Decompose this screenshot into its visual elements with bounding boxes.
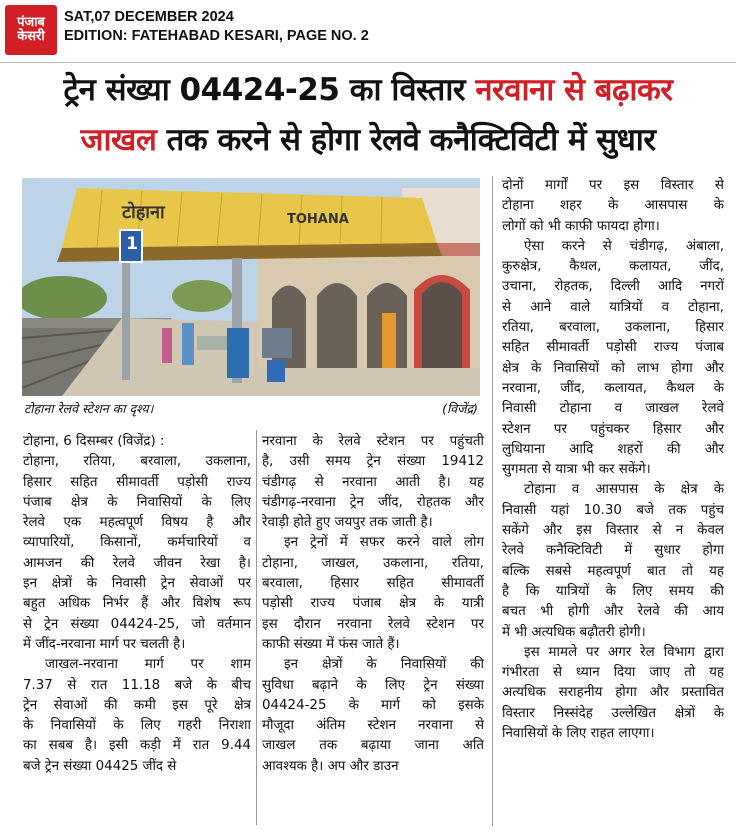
headline-line1-black: ट्रेन संख्या 04424-25 का विस्तार (63, 72, 476, 108)
article-line: बरवाला, हिसार सहित सीमावर्ती (262, 576, 484, 592)
article-line: मौजूदा अंतिम स्टेशन नरवाना से (262, 718, 484, 734)
station-sign-english: TOHANA (287, 212, 349, 227)
article-line: पड़ोसी राज्य पंजाब क्षेत्र के यात्री (262, 596, 484, 612)
punjab-kesari-logo (5, 5, 57, 55)
article-line: टोहाना व आसपास के क्षेत्र के (524, 482, 724, 498)
article-line: लोगों को भी काफी फायदा होगा। (502, 218, 660, 234)
article-line: स्टेशन पर पहुंचकर हिसार और (502, 421, 724, 437)
article-line: से ट्रेन संख्या 04424-25, जो वर्तमान (23, 616, 251, 632)
article-line: इन क्षेत्रों के निवासी ट्रेन सेवाओं पर (23, 576, 251, 592)
article-line: टोहाना, 6 दिसम्बर (विजेंद्र) : (23, 434, 165, 449)
article-line: जाखल-नरवाना मार्ग पर शाम (45, 657, 251, 673)
article-line: दोनों मार्गों पर इस विस्तार से (502, 178, 724, 193)
edition-info (64, 8, 369, 46)
logo-line2: केसरी (17, 29, 45, 44)
column-rule-1 (256, 430, 257, 825)
logo-line1: पंजाब (17, 15, 45, 31)
article-line: गंभीरता से ध्यान दिया जाए तो यह (502, 665, 724, 681)
article-column-1 (23, 432, 251, 777)
article-line: पंजाब क्षेत्र के निवासियों के लिए (23, 494, 251, 510)
headline-line1-red: नरवाना से बढ़ाकर (475, 72, 673, 108)
article-line: का सबब है। इसी कड़ी में रात 9.44 (23, 738, 251, 754)
article-line: आवश्यक है। अप और डाउन (262, 758, 399, 774)
article-line: सकेंगे और इस विस्तार से न केवल (502, 523, 724, 539)
article-line: के निवासियों के लिए गहरी निराशा (23, 718, 251, 734)
article-line: रतिया, बरवाला, उकलाना, हिसार (502, 320, 724, 336)
station-sign-hindi: टोहाना (122, 202, 165, 223)
article-line: व्यापारियों, किसानों, कर्मचारियों व (23, 535, 251, 551)
article-line: इन क्षेत्रों के निवासियों की (284, 657, 484, 673)
article-line: नरवाना, जींद, कलायत, कैथल के (502, 380, 724, 396)
article-line: ऐसा करने से चंडीगढ़, अंबाला, (524, 238, 724, 254)
article-line: चंडीगढ़ से नरवाना आती है। यह (262, 474, 484, 490)
article-line: कुरुक्षेत्र, कैथल, कलायत, जींद, (502, 259, 724, 275)
article-line: में भी अत्यधिक बढ़ौतरी होगी। (502, 624, 646, 640)
article-line: 7.37 से रात 11.18 बजे के बीच (23, 677, 251, 693)
article-column-3 (502, 176, 724, 744)
caption-text: टोहाना रेलवे स्टेशन का दृश्य। (24, 401, 154, 416)
article-line: निवासी यहां 10.30 बजे तक पहुंच (502, 502, 724, 518)
platform-number: 1 (126, 234, 138, 254)
article-line: चंडीगढ़-नरवाना ट्रेन जींद, रोहतक और (262, 494, 484, 510)
article-line: जाखल तक बढ़ाया जाना अति (262, 738, 484, 754)
photo-caption (24, 400, 480, 417)
headline-line2-red: जाखल (80, 122, 157, 158)
article-line: रेलवे कनैक्टिविटी में सुधार होगा (502, 543, 724, 559)
article-line: टोहाना शहर के आसपास के (502, 198, 724, 214)
header-divider (0, 62, 736, 63)
article-line: विस्तार निस्संदेह उल्लेखित क्षेत्रों के (502, 705, 724, 721)
article-line: लुधियाना आदि शहरों की और (502, 441, 724, 457)
article-line: टोहाना, रतिया, बरवाला, उकलाना, (23, 454, 251, 470)
headline-line2 (0, 118, 736, 160)
article-line: निवासियों के लिए राहत लाएगा। (502, 726, 655, 742)
article-line: रेवाड़ी होते हुए जयपुर तक जाती है। (262, 515, 433, 531)
article-line: क्षेत्र के निवासियों को लाभ होगा और (502, 360, 724, 376)
article-line: बल्कि सबसे महत्वपूर्ण बात तो यह (502, 563, 724, 579)
article-line: बजे ट्रेन संख्या 04425 जींद से (23, 758, 177, 774)
article-line: सहित सीमावर्ती पड़ोसी राज्य पंजाब (502, 340, 724, 356)
article-line: निवासी टोहाना व जाखल रेलवे (502, 401, 724, 417)
article-line: सुविधा बढ़ाने के लिए ट्रेन संख्या (262, 677, 484, 693)
article-line: इन ट्रेनों में सफर करने वाले लोग (284, 535, 484, 551)
article-line: आमजन की रेलवे जीवन रेखा है। (23, 555, 251, 571)
article-line: में जींद-नरवाना मार्ग पर चलती है। (23, 636, 186, 652)
headline-line2-black: तक करने से होगा रेलवे कनैक्टिविटी में सुधार (156, 122, 656, 158)
column-rule-2 (492, 176, 493, 826)
article-line: 04424-25 के मार्ग को इसके (262, 697, 484, 713)
station-photo (22, 178, 480, 396)
article-line: उचाना, रोहतक, दिल्ली आदि नगरों (502, 279, 724, 295)
article-line: से आने वाले यात्रियों व टोहाना, (502, 299, 724, 315)
date-line: SAT,07 DECEMBER 2024 (64, 9, 234, 25)
article-line: ट्रेन सेवाओं की कमी इस पूरे क्षेत्र (23, 697, 251, 713)
article-line: है कि यात्रियों के लिए समय की (502, 583, 724, 599)
article-line: बचत भी होगी और रेलवे की आय (502, 604, 724, 620)
article-line: काफी संख्या में फंस जाते हैं। (262, 636, 400, 652)
article-line: इस दौरान नरवाना रेलवे स्टेशन पर (262, 616, 484, 632)
article-line: इस मामले पर अगर रेल विभाग द्वारा (524, 644, 724, 660)
article-line: सुगमता से यात्रा भी कर सकेंगे। (502, 462, 651, 478)
photo-credit: (विजेंद्र) (442, 401, 478, 416)
article-line: हिसार सहित सीमावर्ती पड़ोसी राज्य (23, 474, 251, 490)
edition-line: EDITION: FATEHABAD KESARI, PAGE NO. 2 (64, 28, 369, 44)
article-line: रेलवे एक महत्वपूर्ण विषय है और (23, 515, 251, 531)
article-line: टोहाना, जाखल, उकलाना, रतिया, (262, 555, 484, 571)
article-line: है, उसी समय ट्रेन संख्या 19412 (262, 454, 484, 470)
article-column-2 (262, 432, 484, 777)
article-line: नरवाना के रेलवे स्टेशन पर पहुंचती (262, 434, 484, 449)
station-illustration (22, 178, 480, 396)
article-line: बहुत अधिक निर्भर हैं और विशेष रूप (23, 596, 251, 612)
article-line: अत्यधिक सराहनीय होगा और प्रस्तावित (502, 685, 724, 701)
headline-line1 (0, 68, 736, 110)
